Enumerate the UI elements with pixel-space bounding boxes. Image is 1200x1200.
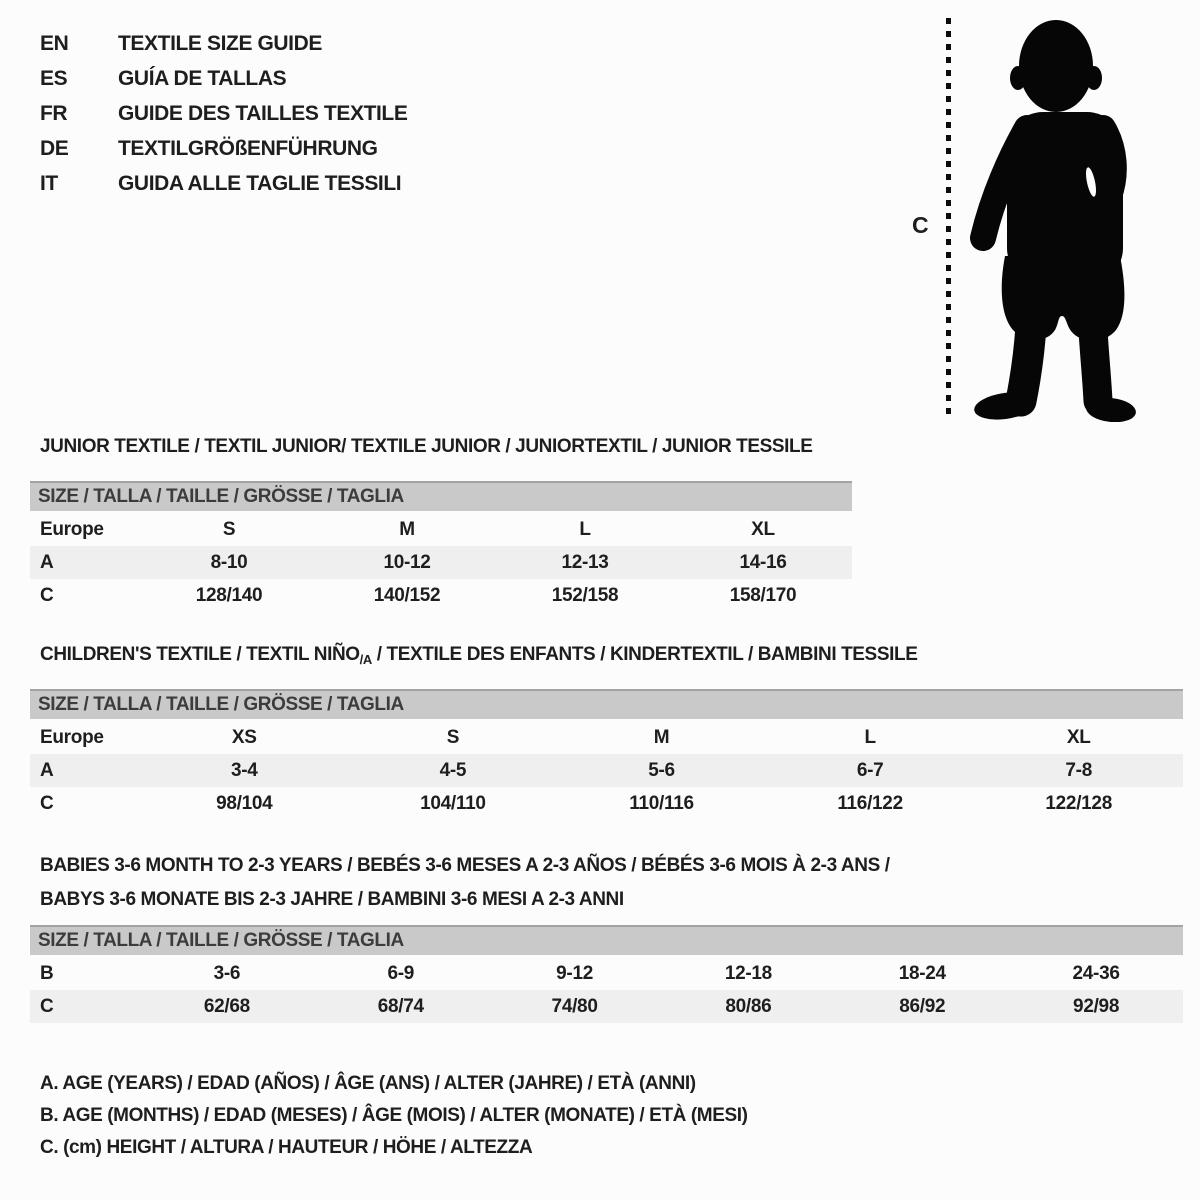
table-cell: 104/110 — [420, 792, 486, 814]
table-cell: XL — [751, 518, 775, 540]
legend-line-a: A. AGE (YEARS) / EDAD (AÑOS) / ÂGE (ANS) / ALTER (JAHRE) / ETÀ (ANNI) — [40, 1073, 696, 1094]
row-label: A — [40, 759, 54, 781]
junior-section-title: JUNIOR TEXTILE / TEXTIL JUNIOR/ TEXTILE JUNIOR / JUNIORTEXTIL / JUNIOR TESSILE — [40, 436, 813, 457]
table-row-age — [30, 546, 852, 579]
row-label: Europe — [40, 726, 104, 748]
table-cell: 12-13 — [561, 551, 609, 573]
table-row-height — [30, 990, 1183, 1023]
table-cell: 10-12 — [383, 551, 431, 573]
table-cell: L — [864, 726, 876, 748]
table-row-height — [30, 579, 852, 612]
table-cell: 116/122 — [837, 792, 903, 814]
lang-code: EN — [40, 31, 69, 55]
table-cell: 24-36 — [1072, 962, 1120, 984]
table-cell: 4-5 — [439, 759, 467, 781]
table-cell: 110/116 — [629, 792, 694, 814]
table-cell: XS — [231, 726, 257, 748]
children-section-title — [40, 644, 917, 667]
language-title-list — [40, 26, 407, 201]
babies-title-line1: BABIES 3-6 MONTH TO 2-3 YEARS / BEBÉS 3-6 MESES A 2-3 AÑOS / BÉBÉS 3-6 MOIS À 2-3 ANS / — [40, 855, 890, 876]
table-cell: 86/92 — [899, 995, 946, 1017]
lang-title: TEXTILGRÖßENFÜHRUNG — [118, 136, 378, 160]
babies-size-table — [30, 925, 1183, 1023]
lang-row-fr — [40, 96, 407, 131]
row-label: A — [40, 551, 54, 573]
table-row-europe — [30, 721, 1183, 754]
table-cell: M — [399, 518, 415, 540]
height-measure-dashed-line — [946, 18, 951, 416]
lang-code: IT — [40, 171, 58, 195]
table-cell: M — [653, 726, 670, 748]
table-cell: 8-10 — [210, 551, 248, 573]
lang-title: TEXTILE SIZE GUIDE — [118, 31, 322, 55]
row-label: C — [40, 995, 54, 1017]
junior-size-header: SIZE / TALLA / TAILLE / GRÖSSE / TAGLIA — [30, 481, 852, 511]
table-cell: 122/128 — [1045, 792, 1112, 814]
children-size-table — [30, 689, 1183, 820]
table-row-age — [30, 754, 1183, 787]
table-cell: 9-12 — [556, 962, 593, 984]
lang-code: FR — [40, 101, 68, 125]
table-cell: 3-4 — [231, 759, 258, 781]
table-cell: 98/104 — [216, 792, 273, 814]
table-cell: 6-9 — [387, 962, 415, 984]
table-row-height — [30, 787, 1183, 820]
lang-row-de — [40, 131, 407, 166]
children-size-header: SIZE / TALLA / TAILLE / GRÖSSE / TAGLIA — [30, 689, 1183, 719]
table-cell: 74/80 — [551, 995, 598, 1017]
table-cell: L — [579, 518, 591, 540]
table-cell: 62/68 — [203, 995, 250, 1017]
row-label: Europe — [40, 518, 104, 540]
row-label: C — [40, 792, 54, 814]
lang-code: DE — [40, 136, 69, 160]
row-label: B — [40, 962, 54, 984]
table-cell: 140/152 — [373, 584, 441, 606]
table-cell: 3-6 — [213, 962, 241, 984]
row-label: C — [40, 584, 54, 606]
children-title-prefix: CHILDREN'S TEXTILE / TEXTIL NIÑO — [40, 644, 360, 665]
babies-section-title — [40, 849, 890, 917]
table-cell: 5-6 — [648, 759, 675, 781]
table-cell: 80/86 — [725, 995, 772, 1017]
table-cell: 152/158 — [551, 584, 619, 606]
lang-title: GUIDA ALLE TAGLIE TESSILI — [118, 171, 402, 195]
table-cell: 158/170 — [729, 584, 797, 606]
table-cell: 6-7 — [856, 759, 884, 781]
babies-size-header: SIZE / TALLA / TAILLE / GRÖSSE / TAGLIA — [30, 925, 1183, 955]
lang-row-en — [40, 26, 407, 61]
babies-title-line2: BABYS 3-6 MONATE BIS 2-3 JAHRE / BAMBINI 3-6 MESI A 2-3 ANNI — [40, 889, 624, 910]
toddler-silhouette-image — [963, 16, 1140, 422]
table-cell: 18-24 — [898, 962, 946, 984]
table-cell: 92/98 — [1073, 995, 1120, 1017]
lang-row-it — [40, 166, 407, 201]
table-cell: S — [446, 726, 460, 748]
table-cell: 12-18 — [724, 962, 772, 984]
table-cell: S — [222, 518, 236, 540]
table-cell: 14-16 — [739, 551, 787, 573]
legend-line-c: C. (cm) HEIGHT / ALTURA / HAUTEUR / HÖHE / ALTEZZA — [40, 1137, 533, 1158]
children-title-suffix: / TEXTILE DES ENFANTS / KINDERTEXTIL / BAMBINI TESSILE — [371, 644, 918, 665]
table-cell: 68/74 — [377, 995, 424, 1017]
table-cell: 128/140 — [195, 584, 263, 606]
measure-legend — [40, 1068, 748, 1164]
height-measure-label: C — [912, 212, 929, 238]
children-title-subscript: /A — [359, 652, 372, 667]
lang-code: ES — [40, 66, 68, 90]
legend-line-b: B. AGE (MONTHS) / EDAD (MESES) / ÂGE (MOIS) / ALTER (MONATE) / ETÀ (MESI) — [40, 1105, 748, 1126]
lang-title: GUÍA DE TALLAS — [118, 66, 287, 90]
table-row-age-months — [30, 957, 1183, 990]
lang-title: GUIDE DES TAILLES TEXTILE — [118, 101, 408, 125]
table-row-europe — [30, 513, 852, 546]
lang-row-es — [40, 61, 407, 96]
junior-size-table — [30, 481, 852, 612]
table-cell: 7-8 — [1065, 759, 1092, 781]
table-cell: XL — [1066, 726, 1091, 748]
